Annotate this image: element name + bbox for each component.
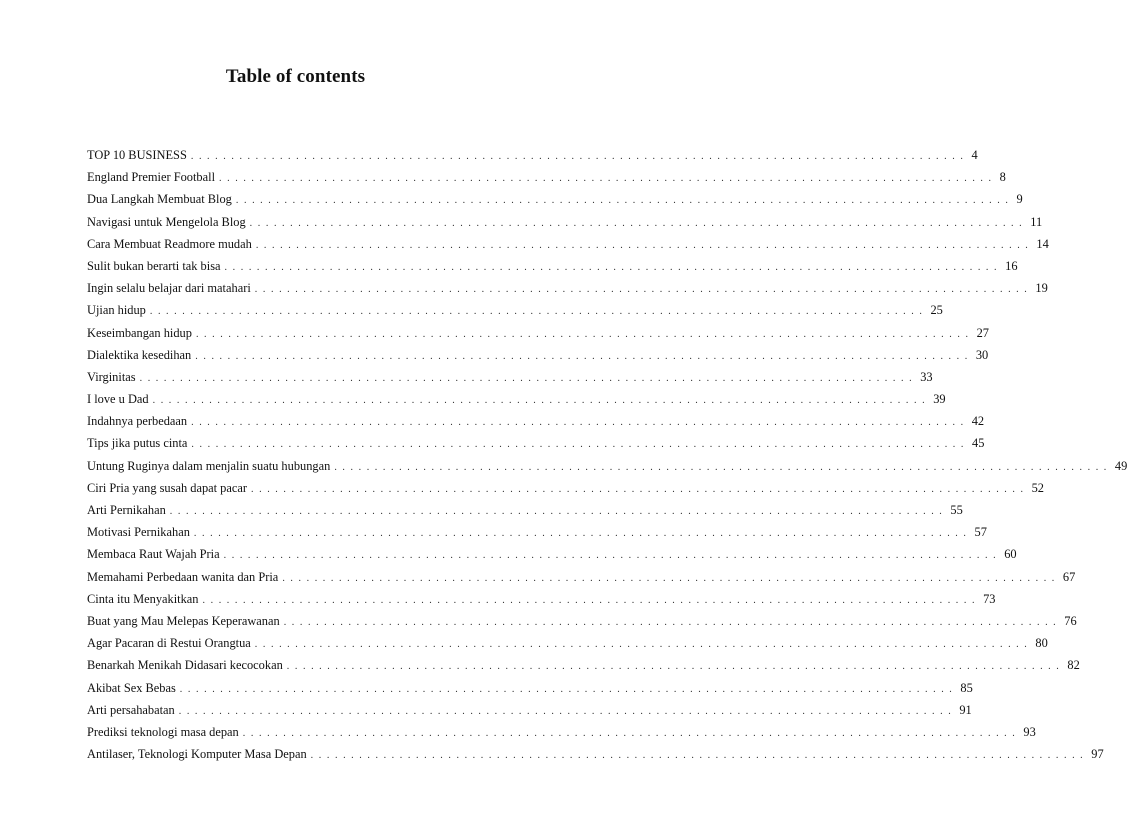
toc-entry[interactable]: [87, 147, 978, 169]
dot-leader: ................................................................................................: [310, 750, 1089, 762]
toc-entry[interactable]: [87, 258, 1018, 280]
toc-entry[interactable]: [87, 458, 1127, 480]
toc-entry[interactable]: [87, 325, 989, 347]
toc-entry-title: Membaca Raut Wajah Pria: [87, 547, 220, 562]
toc-entry-page-number: 27: [976, 325, 989, 340]
toc-entry-title: Cinta itu Menyakitkan: [87, 591, 199, 606]
toc-entry-title: Indahnya perbedaan: [87, 414, 188, 429]
toc-entry-page-number: 91: [959, 702, 972, 717]
toc-entry[interactable]: [87, 613, 1077, 635]
dot-leader: ................................................................................................: [139, 372, 918, 384]
dot-leader: ................................................................................................: [191, 439, 970, 451]
toc-entry[interactable]: [87, 524, 987, 546]
toc-entry-title: Motivasi Pernikahan: [87, 525, 190, 540]
toc-entry-page-number: 97: [1091, 747, 1104, 762]
toc-entry[interactable]: [87, 746, 1104, 768]
dot-leader: ................................................................................................: [224, 261, 1003, 273]
toc-entry[interactable]: [87, 546, 1017, 568]
toc-entry-page-number: 45: [972, 436, 985, 451]
dot-leader: ................................................................................................: [334, 461, 1112, 473]
toc-entry[interactable]: [87, 369, 933, 391]
toc-entry[interactable]: [87, 391, 946, 413]
dot-leader: ................................................................................................: [251, 483, 1029, 495]
toc-entry[interactable]: [87, 214, 1043, 236]
toc-entry[interactable]: [87, 413, 985, 435]
toc-entry[interactable]: [87, 280, 1048, 302]
toc-entry-title: Benarkah Menikah Didasari kecocokan: [87, 658, 283, 673]
toc-entry-title: England Premier Football: [87, 170, 216, 185]
toc-entry-page-number: 76: [1064, 613, 1077, 628]
toc-entry[interactable]: [87, 569, 1076, 591]
dot-leader: ................................................................................................: [255, 239, 1034, 251]
toc-entry-title: Ujian hidup: [87, 303, 146, 318]
toc-entry-title: Prediksi teknologi masa depan: [87, 724, 239, 739]
toc-entry-page-number: 57: [974, 525, 987, 540]
toc-list: [87, 147, 1127, 768]
toc-entry-title: Dialektika kesedihan: [87, 347, 192, 362]
toc-entry[interactable]: [87, 191, 1023, 213]
toc-entry-page-number: 80: [1035, 636, 1048, 651]
toc-entry[interactable]: [87, 680, 973, 702]
toc-entry[interactable]: [87, 236, 1049, 258]
toc-entry[interactable]: [87, 635, 1048, 657]
toc-entry-title: Sulit bukan berarti tak bisa: [87, 258, 221, 273]
toc-entry-page-number: 8: [999, 170, 1006, 185]
dot-leader: ................................................................................................: [193, 528, 972, 540]
toc-entry-title: Buat yang Mau Melepas Keperawanan: [87, 613, 280, 628]
toc-entry-page-number: 39: [933, 392, 946, 407]
toc-entry[interactable]: [87, 302, 943, 324]
toc-entry-page-number: 55: [950, 503, 963, 517]
toc-entry-title: Agar Pacaran di Restui Orangtua: [87, 636, 251, 651]
toc-entry-page-number: 30: [975, 347, 989, 362]
toc-entry-title: Virginitas: [87, 369, 136, 384]
toc-entry[interactable]: [87, 591, 996, 613]
dot-leader: ................................................................................................: [249, 217, 1028, 229]
toc-entry-title: Akibat Sex Bebas: [87, 680, 176, 695]
toc-entry-page-number: 19: [1035, 281, 1048, 296]
toc-entry[interactable]: [87, 169, 1006, 191]
toc-entry-page-number: 25: [930, 303, 943, 318]
dot-leader: ................................................................................................: [202, 594, 981, 606]
toc-entry-page-number: 93: [1023, 724, 1036, 739]
dot-leader: ................................................................................................: [283, 616, 1062, 628]
toc-entry-title: I love u Dad: [87, 392, 149, 407]
toc-entry-page-number: 49: [1114, 458, 1127, 473]
toc-entry[interactable]: [87, 724, 1036, 746]
toc-entry-page-number: 60: [1004, 547, 1017, 562]
toc-entry-page-number: 82: [1067, 658, 1080, 673]
toc-entry-title: Arti Pernikahan: [87, 503, 166, 517]
toc-entry-page-number: 52: [1031, 480, 1044, 495]
page-title: Table of contents: [225, 66, 366, 87]
dot-leader: ................................................................................................: [169, 506, 948, 517]
dot-leader: ................................................................................................: [178, 705, 957, 717]
toc-entry-page-number: 9: [1016, 192, 1023, 207]
toc-entry-title: Tips jika putus cinta: [87, 436, 188, 451]
toc-entry-page-number: 33: [920, 369, 933, 384]
toc-entry-page-number: 42: [971, 414, 985, 429]
toc-entry-title: Memahami Perbedaan wanita dan Pria: [87, 569, 279, 584]
toc-entry-title: Arti persahabatan: [87, 702, 175, 717]
dot-leader: ................................................................................................: [190, 151, 969, 162]
dot-leader: ................................................................................................: [235, 195, 1014, 207]
dot-leader: ................................................................................................: [286, 661, 1065, 673]
toc-entry-page-number: 11: [1030, 214, 1043, 229]
toc-entry[interactable]: [87, 480, 1044, 502]
toc-entry-title: TOP 10 BUSINESS: [87, 148, 187, 162]
toc-entry[interactable]: [87, 657, 1080, 679]
toc-entry[interactable]: [87, 347, 989, 369]
toc-entry-page-number: 14: [1036, 236, 1049, 251]
toc-entry-title: Navigasi untuk Mengelola Blog: [87, 214, 246, 229]
toc-entry-page-number: 67: [1062, 569, 1076, 584]
dot-leader: ................................................................................................: [254, 284, 1033, 296]
toc-entry-title: Dua Langkah Membuat Blog: [87, 192, 232, 207]
dot-leader: ................................................................................................: [282, 572, 1060, 584]
dot-leader: ................................................................................................: [254, 639, 1033, 651]
dot-leader: ................................................................................................: [179, 683, 958, 695]
toc-entry-title: Antilaser, Teknologi Komputer Masa Depan: [87, 747, 307, 762]
toc-entry-page-number: 73: [983, 591, 996, 606]
dot-leader: ................................................................................................: [223, 550, 1002, 562]
dot-leader: ................................................................................................: [152, 395, 931, 407]
dot-leader: ................................................................................................: [195, 328, 974, 340]
toc-entry[interactable]: [87, 502, 963, 524]
toc-entry-title: Ingin selalu belajar dari matahari: [87, 281, 251, 296]
dot-leader: ................................................................................................: [219, 173, 997, 185]
dot-leader: ................................................................................................: [195, 350, 973, 362]
toc-entry-page-number: 4: [971, 148, 978, 162]
dot-leader: ................................................................................................: [242, 727, 1021, 739]
toc-entry[interactable]: [87, 702, 972, 724]
dot-leader: ................................................................................................: [191, 417, 969, 429]
toc-entry-page-number: 16: [1005, 258, 1018, 273]
toc-entry[interactable]: [87, 435, 985, 457]
toc-entry-title: Ciri Pria yang susah dapat pacar: [87, 480, 247, 495]
toc-entry-page-number: 85: [960, 680, 973, 695]
toc-entry-title: Cara Membuat Readmore mudah: [87, 236, 252, 251]
toc-entry-title: Untung Ruginya dalam menjalin suatu hubungan: [87, 458, 331, 473]
dot-leader: ................................................................................................: [149, 306, 928, 318]
toc-entry-title: Keseimbangan hidup: [87, 325, 192, 340]
